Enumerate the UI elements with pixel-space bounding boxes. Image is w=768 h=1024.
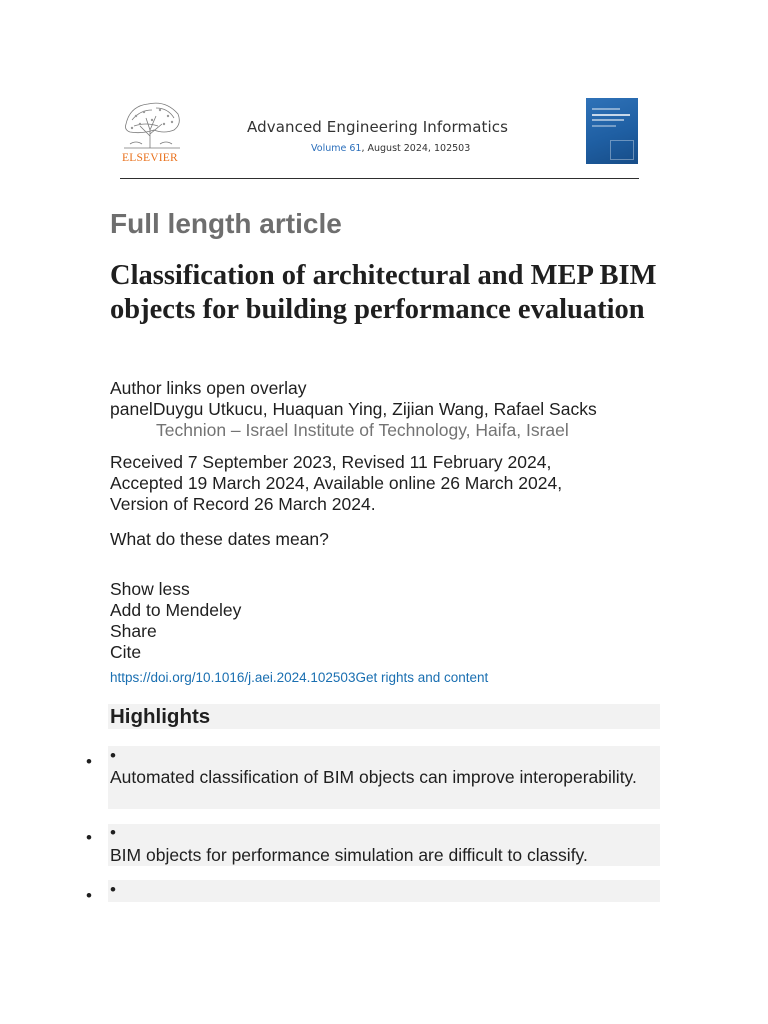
doi-row bbox=[110, 669, 488, 686]
volume-details: , August 2024, 102503 bbox=[361, 143, 471, 154]
dates-line: Received 7 September 2023, Revised 11 February 2024, bbox=[110, 452, 552, 472]
article-dates bbox=[110, 452, 670, 515]
dates-line: Accepted 19 March 2024, Available online 26 March 2024, bbox=[110, 473, 563, 493]
doi-link[interactable]: https://doi.org/10.1016/j.aei.2024.102503 bbox=[110, 670, 356, 685]
journal-cover-image[interactable] bbox=[586, 98, 638, 164]
article-type: Full length article bbox=[110, 208, 342, 239]
publisher-name: ELSEVIER bbox=[122, 152, 178, 164]
highlight-item bbox=[108, 880, 660, 902]
bullet-icon: • bbox=[86, 828, 92, 847]
bullet-icon: • bbox=[110, 880, 116, 899]
author-list[interactable]: panelDuygu Utkucu, Huaquan Ying, Zijian Wang, Rafael Sacks bbox=[110, 399, 597, 419]
affiliation: Technion – Israel Institute of Technology, Haifa, Israel bbox=[156, 420, 569, 440]
journal-title[interactable]: Advanced Engineering Informatics bbox=[247, 118, 509, 136]
dates-info-link[interactable]: What do these dates mean? bbox=[110, 529, 329, 549]
article-title: Classification of architectural and MEP BIM objects for building performance evaluation bbox=[110, 260, 657, 325]
bullet-icon: • bbox=[86, 752, 92, 771]
add-to-mendeley-button[interactable]: Add to Mendeley bbox=[110, 600, 242, 620]
dates-line: Version of Record 26 March 2024. bbox=[110, 494, 376, 514]
journal-header bbox=[120, 96, 639, 179]
highlight-text: Automated classification of BIM objects can improve interoperability. bbox=[110, 767, 637, 787]
share-button[interactable]: Share bbox=[110, 621, 157, 641]
volume-link[interactable]: Volume 61 bbox=[311, 143, 362, 154]
bullet-icon: • bbox=[110, 823, 116, 842]
author-links-toggle[interactable]: Author links open overlay bbox=[110, 378, 307, 398]
bullet-icon: • bbox=[86, 886, 92, 905]
rights-link[interactable]: Get rights and content bbox=[355, 670, 489, 685]
bullet-icon: • bbox=[110, 746, 116, 765]
highlights-heading: Highlights bbox=[108, 704, 660, 729]
highlight-text: BIM objects for performance simulation are difficult to classify. bbox=[110, 845, 588, 865]
show-less-button[interactable]: Show less bbox=[110, 579, 190, 599]
journal-volume bbox=[311, 143, 470, 154]
cite-button[interactable]: Cite bbox=[110, 642, 142, 662]
